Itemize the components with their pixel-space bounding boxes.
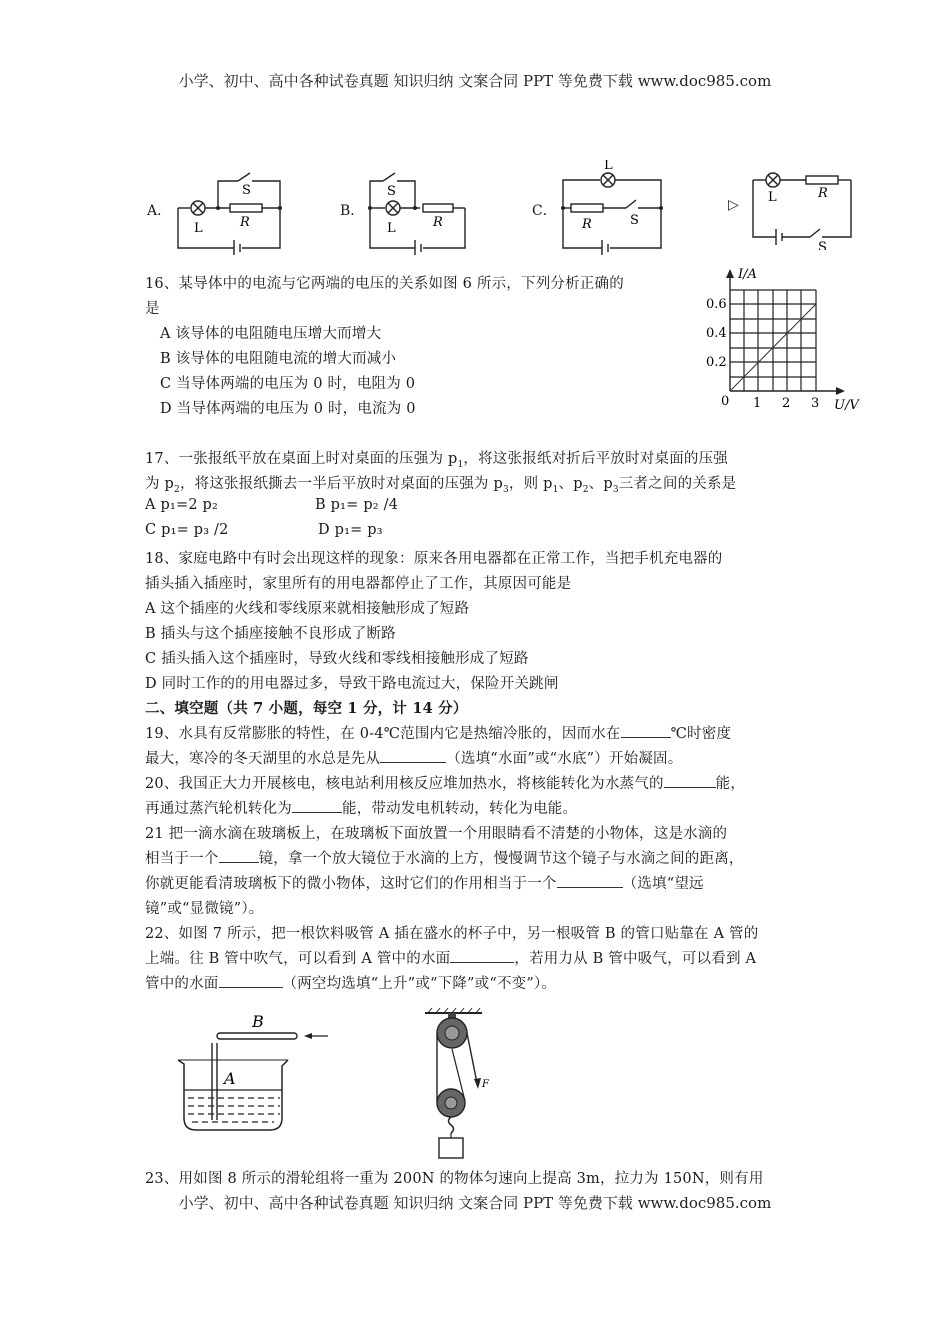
- q19-line1: 19、水具有反常膨胀的特性，在 0-4℃范围内它是热缩冷胀的，因而水在 ℃时密度: [145, 722, 731, 743]
- q18-option-b: B 插头与这个插座接触不良形成了断路: [145, 626, 396, 642]
- q16-option-b: B 该导体的电阻随电流的增大而减小: [160, 351, 397, 367]
- q16-stem-line1: 16、某导体中的电流与它两端的电压的关系如图 6 所示，下列分析正确的: [145, 276, 624, 292]
- q15-circuit-c: [558, 160, 668, 255]
- q20-blank-2[interactable]: [292, 798, 342, 813]
- svg-text:1: 1: [753, 396, 762, 411]
- svg-text:3: 3: [811, 396, 820, 411]
- q21-line2: 相当于一个 镜，拿一个放大镜位于水滴的上方，慢慢调节这个镜子与水滴之间的距离，: [145, 847, 744, 868]
- svg-text:I/A: I/A: [738, 267, 757, 282]
- svg-text:R: R: [582, 217, 592, 232]
- q22-blank-1[interactable]: [450, 948, 514, 963]
- q22-line2: 上端。往 B 管中吹气，可以看到 A 管中的水面 ，若用力从 B 管中吸气，可以看到 A: [145, 947, 756, 968]
- svg-text:F: F: [482, 1079, 489, 1090]
- svg-text:L: L: [387, 221, 396, 236]
- svg-text:R: R: [433, 215, 443, 230]
- svg-text:2: 2: [782, 396, 791, 411]
- figure-8-pulley-system: [420, 1005, 500, 1160]
- q15-option-c-label: C．: [532, 203, 557, 219]
- svg-text:R: R: [240, 215, 250, 230]
- q15-circuit-a: [170, 160, 290, 255]
- svg-text:U/V: U/V: [834, 398, 859, 412]
- q18-option-d: D 同时工作的的用电器过多，导致干路电流过大，保险开关跳闸: [145, 676, 559, 692]
- svg-text:0.2: 0.2: [706, 355, 727, 370]
- q22-line1: 22、如图 7 所示，把一根饮料吸管 A 插在盛水的杯子中，另一根吸管 B 的管口贴靠在 A 管的: [145, 926, 759, 942]
- q19-line2: 最大，寒冷的冬天湖里的水总是先从 （选填“水面”或“水底”）开始凝固。: [145, 747, 682, 768]
- q15-option-a-label: A．: [147, 203, 172, 219]
- q18-option-a: A 这个插座的火线和零线原来就相接触形成了短路: [145, 601, 470, 617]
- figure-7-straws-beaker: [170, 1010, 340, 1135]
- q17-option-a: A p₁=2 p₂: [145, 497, 219, 513]
- q19-blank-1[interactable]: [621, 723, 671, 738]
- svg-text:R: R: [818, 186, 828, 201]
- q15-circuit-d: [748, 165, 858, 250]
- q17-option-d: D p₁= p₃: [318, 522, 383, 538]
- svg-text:S: S: [630, 213, 639, 228]
- q15-option-b-label: B．: [340, 203, 365, 219]
- q22-line3: 管中的水面 （两空均选填“上升”或“下降”或“不变”）。: [145, 972, 556, 993]
- svg-text:S: S: [387, 184, 396, 199]
- svg-text:B: B: [252, 1012, 264, 1031]
- svg-text:L: L: [604, 160, 613, 173]
- svg-text:S: S: [818, 240, 827, 250]
- q16-option-d: D 当导体两端的电压为 0 时，电流为 0: [160, 401, 416, 417]
- q17-option-c: C p₁= p₃ /2: [145, 522, 229, 538]
- q17-stem-line2: 为 $p_2$，将这张报纸撕去一半后平放时对桌面的压强为 $p_3$，则 $p_1$、$p_2$、$p_3$三者之间的关系是: [145, 476, 737, 495]
- q19-blank-2[interactable]: [380, 748, 446, 763]
- q17-option-b: B p₁= p₂ /4: [315, 497, 399, 513]
- q16-stem-line2: 是: [145, 301, 160, 317]
- svg-text:S: S: [242, 183, 251, 198]
- q21-blank-1[interactable]: [219, 848, 259, 863]
- q18-stem-line1: 18、家庭电路中有时会出现这样的现象：原来各用电器都在正常工作，当把手机充电器的: [145, 551, 723, 567]
- q21-line3: 你就更能看清玻璃板下的微小物体，这时它们的作用相当于一个 （选填“望远: [145, 872, 704, 893]
- q17-stem-line1: 17、一张报纸平放在桌面上时对桌面的压强为 $p_1$，将这张报纸对折后平放时对桌面的压强: [145, 451, 728, 470]
- q15-circuit-b: [365, 160, 475, 255]
- svg-text:L: L: [194, 221, 203, 236]
- q16-option-c: C 当导体两端的电压为 0 时，电阻为 0: [160, 376, 416, 392]
- q21-line4: 镜”或“显微镜”）。: [145, 901, 264, 917]
- q20-line2: 再通过蒸汽轮机转化为 能，带动发电机转动，转化为电能。: [145, 797, 577, 818]
- q16-option-a: A 该导体的电阻随电压增大而增大: [160, 326, 382, 342]
- q23-line1: 23、用如图 8 所示的滑轮组将一重为 200N 的物体匀速向上提高 3m，拉力为 150N，则有用: [145, 1171, 764, 1187]
- q21-blank-2[interactable]: [557, 873, 623, 888]
- section2-title: 二、填空题（共 7 小题，每空 1 分，计 14 分）: [145, 700, 468, 717]
- q22-blank-2[interactable]: [219, 973, 283, 988]
- svg-text:0.6: 0.6: [706, 297, 727, 312]
- q20-blank-1[interactable]: [664, 773, 716, 788]
- figure-6-iu-chart: [700, 262, 865, 412]
- q20-line1: 20、我国正大力开展核电，核电站利用核反应堆加热水，将核能转化为水蒸气的 能，: [145, 772, 745, 793]
- svg-text:0.4: 0.4: [706, 326, 727, 341]
- page-footer: 小学、初中、高中各种试卷真题 知识归纳 文案合同 PPT 等免费下载 www.doc985.com: [178, 1194, 772, 1212]
- q15-option-d-label: ▷: [728, 197, 739, 213]
- svg-text:0: 0: [721, 394, 730, 409]
- q18-option-c: C 插头插入这个插座时，导致火线和零线相接触形成了短路: [145, 651, 529, 667]
- q18-stem-line2: 插头插入插座时，家里所有的用电器都停止了工作，其原因可能是: [145, 576, 572, 592]
- page-header: 小学、初中、高中各种试卷真题 知识归纳 文案合同 PPT 等免费下载 www.doc985.com: [178, 72, 772, 90]
- svg-text:A: A: [224, 1069, 236, 1088]
- q21-line1: 21 把一滴水滴在玻璃板上，在玻璃板下面放置一个用眼睛看不清楚的小物体，这是水滴的: [145, 826, 728, 842]
- svg-text:L: L: [768, 190, 777, 205]
